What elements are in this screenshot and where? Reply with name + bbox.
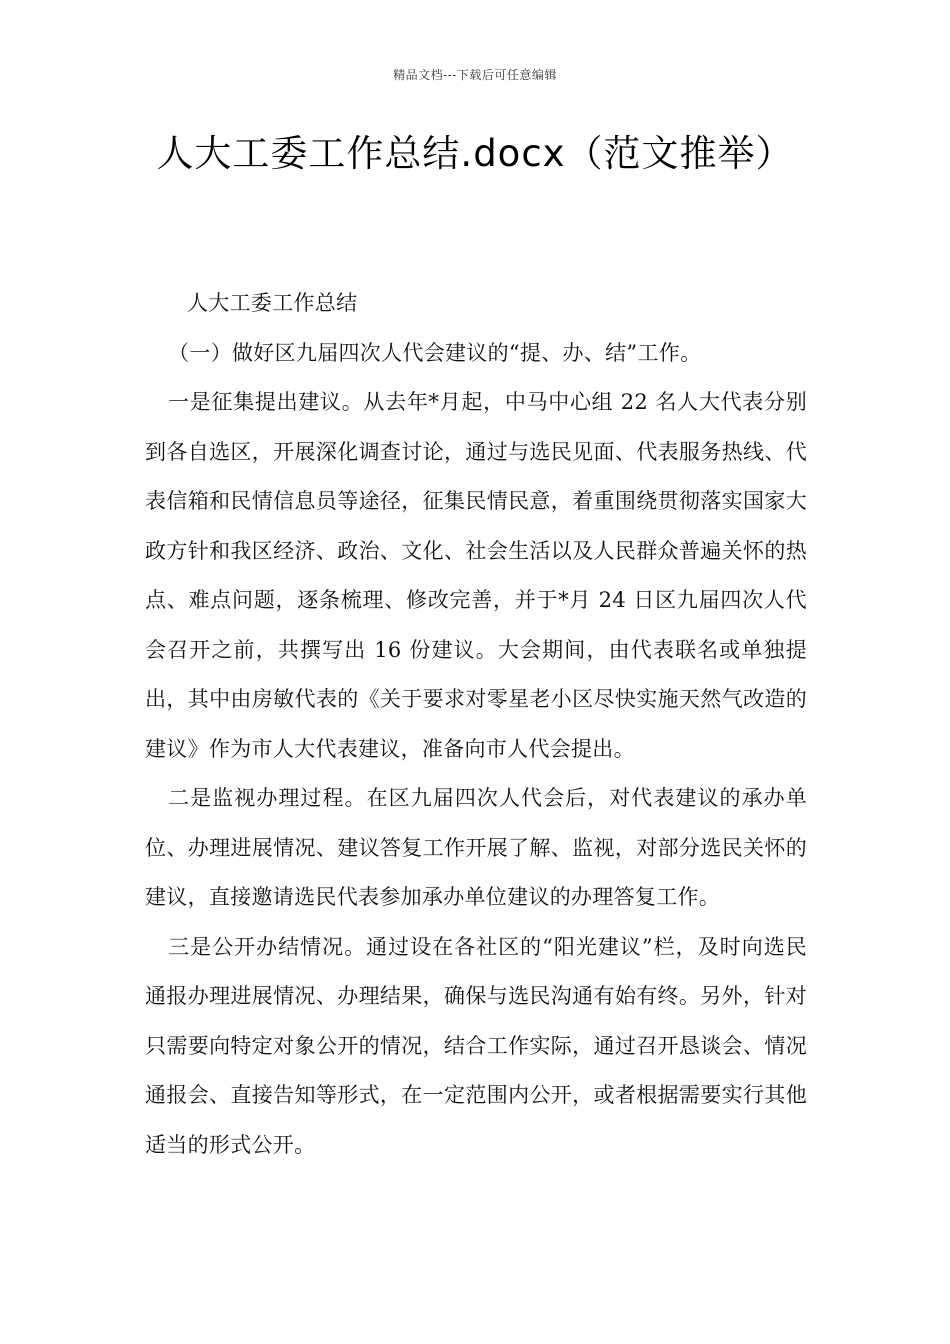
document-subtitle: 人大工委工作总结: [187, 291, 358, 315]
paragraph-2: 二是监视办理过程。在区九届四次人代会后，对代表建议的承办单位、办理进展情况、建议答复工作开展了解、监视，对部分选民关怀的建议，直接邀请选民代表参加承办单位建议的办理答复工作。: [145, 786, 807, 909]
document-body: [145, 279, 807, 1170]
paragraph-3: 三是公开办结情况。通过设在各社区的“阳光建议”栏，及时向选民通报办理进展情况、办理结果，确保与选民沟通有始有终。另外，针对只需要向特定对象公开的情况，结合工作实际，通过召开恳谈会、情况通报会、直接告知等形式，在一定范围内公开，或者根据需要实行其他适当的形式公开。: [145, 934, 807, 1157]
paragraph-1: 一是征集提出建议。从去年*月起，中马中心组 22 名人大代表分别到各自选区，开展深化调查讨论，通过与选民见面、代表服务热线、代表信箱和民情信息员等途径，征集民情民意，着重围绕贯彻落实国家大政方针和我区经济、政治、文化、社会生活以及人民群众普遍关怀的热点、难点问题，逐条梳理、修改完善，并于*月 24 日区九届四次人代会召开之前，共撰写出 16 份建议。大会期间，由代表联名或单独提出，其中由房敏代表的《关于要求对零星老小区尽快实施天然气改造的建议》作为市人大代表建议，准备向市人代会提出。: [145, 390, 807, 761]
header-note: 精品文档---下载后可任意编辑: [393, 68, 557, 82]
document-title: 人大工委工作总结.docx（范文推举）: [156, 132, 794, 175]
section-heading: （一）做好区九届四次人代会建议的“提、办、结”工作。: [168, 340, 702, 365]
